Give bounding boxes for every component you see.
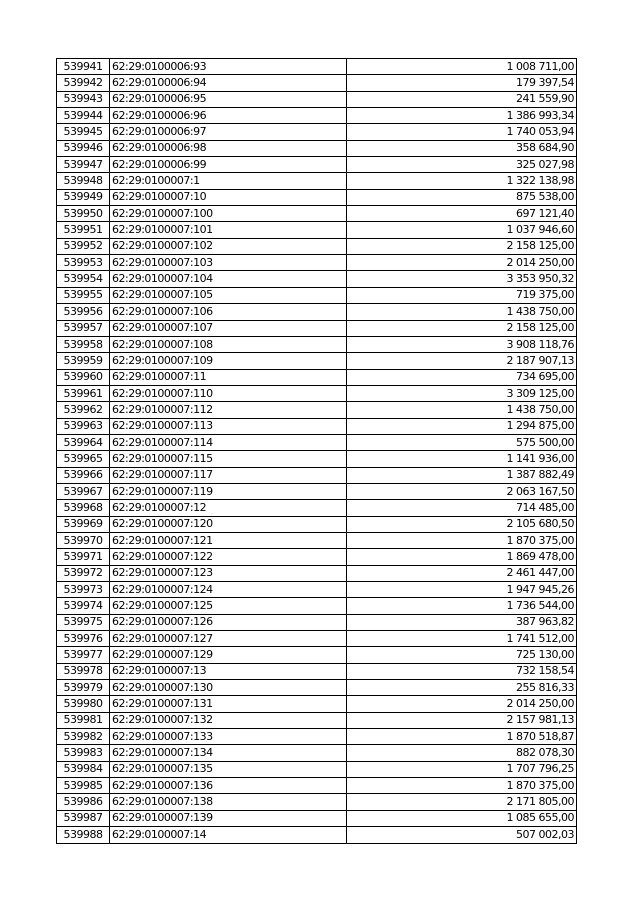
cadastral-value-cell: 358 684,90	[347, 140, 577, 156]
table-row	[57, 320, 577, 336]
row-id-cell: 539948	[57, 173, 110, 189]
cadastral-number-cell: 62:29:0100007:132	[110, 712, 347, 728]
cadastral-number-cell: 62:29:0100007:122	[110, 549, 347, 565]
cadastral-value-cell: 1 870 375,00	[347, 778, 577, 794]
cadastral-number-cell: 62:29:0100007:112	[110, 402, 347, 418]
cadastral-value-cell: 3 309 125,00	[347, 385, 577, 401]
table-row	[57, 532, 577, 548]
cadastral-number-cell: 62:29:0100007:113	[110, 418, 347, 434]
cadastral-number-cell: 62:29:0100007:104	[110, 271, 347, 287]
row-id-cell: 539969	[57, 516, 110, 532]
table-row	[57, 206, 577, 222]
table-row	[57, 761, 577, 777]
cadastral-value-cell: 2 014 250,00	[347, 255, 577, 271]
cadastral-number-cell: 62:29:0100007:12	[110, 500, 347, 516]
cadastral-number-cell: 62:29:0100007:105	[110, 287, 347, 303]
cadastral-value-cell: 387 963,82	[347, 614, 577, 630]
row-id-cell: 539956	[57, 304, 110, 320]
cadastral-value-cell: 875 538,00	[347, 189, 577, 205]
cadastral-number-cell: 62:29:0100007:129	[110, 647, 347, 663]
table-row	[57, 631, 577, 647]
table-row	[57, 353, 577, 369]
cadastral-value-cell: 714 485,00	[347, 500, 577, 516]
table-row	[57, 91, 577, 107]
table-row	[57, 418, 577, 434]
row-id-cell: 539979	[57, 680, 110, 696]
row-id-cell: 539968	[57, 500, 110, 516]
row-id-cell: 539957	[57, 320, 110, 336]
row-id-cell: 539944	[57, 108, 110, 124]
row-id-cell: 539965	[57, 451, 110, 467]
cadastral-number-cell: 62:29:0100007:120	[110, 516, 347, 532]
cadastral-number-cell: 62:29:0100007:14	[110, 827, 347, 843]
cadastral-value-cell: 882 078,30	[347, 745, 577, 761]
row-id-cell: 539967	[57, 483, 110, 499]
cadastral-value-cell: 2 105 680,50	[347, 516, 577, 532]
row-id-cell: 539974	[57, 598, 110, 614]
cadastral-number-cell: 62:29:0100007:100	[110, 206, 347, 222]
cadastral-value-cell: 2 157 981,13	[347, 712, 577, 728]
row-id-cell: 539953	[57, 255, 110, 271]
table-row	[57, 140, 577, 156]
table-row	[57, 745, 577, 761]
cadastral-value-cell: 1 294 875,00	[347, 418, 577, 434]
cadastral-value-cell: 1 707 796,25	[347, 761, 577, 777]
cadastral-number-cell: 62:29:0100007:117	[110, 467, 347, 483]
table-row	[57, 696, 577, 712]
row-id-cell: 539978	[57, 663, 110, 679]
cadastral-number-cell: 62:29:0100007:102	[110, 238, 347, 254]
table-row	[57, 483, 577, 499]
table-row	[57, 402, 577, 418]
cadastral-number-cell: 62:29:0100007:109	[110, 353, 347, 369]
cadastral-number-cell: 62:29:0100007:108	[110, 336, 347, 352]
cadastral-number-cell: 62:29:0100006:97	[110, 124, 347, 140]
table-row	[57, 59, 577, 75]
row-id-cell: 539988	[57, 827, 110, 843]
cadastral-value-cell: 1 322 138,98	[347, 173, 577, 189]
table-row	[57, 108, 577, 124]
table-row	[57, 434, 577, 450]
table-row	[57, 647, 577, 663]
table-row	[57, 729, 577, 745]
table-row	[57, 680, 577, 696]
row-id-cell: 539962	[57, 402, 110, 418]
row-id-cell: 539960	[57, 369, 110, 385]
row-id-cell: 539966	[57, 467, 110, 483]
row-id-cell: 539947	[57, 157, 110, 173]
cadastral-value-cell: 1 037 946,60	[347, 222, 577, 238]
row-id-cell: 539951	[57, 222, 110, 238]
cadastral-number-cell: 62:29:0100007:119	[110, 483, 347, 499]
table-row	[57, 255, 577, 271]
cadastral-number-cell: 62:29:0100006:98	[110, 140, 347, 156]
cadastral-number-cell: 62:29:0100006:95	[110, 91, 347, 107]
row-id-cell: 539955	[57, 287, 110, 303]
row-id-cell: 539973	[57, 582, 110, 598]
cadastral-value-cell: 2 014 250,00	[347, 696, 577, 712]
row-id-cell: 539941	[57, 59, 110, 75]
cadastral-value-table	[56, 58, 577, 844]
cadastral-value-cell: 2 063 167,50	[347, 483, 577, 499]
row-id-cell: 539972	[57, 565, 110, 581]
cadastral-value-cell: 732 158,54	[347, 663, 577, 679]
cadastral-value-cell: 2 158 125,00	[347, 320, 577, 336]
cadastral-number-cell: 62:29:0100007:130	[110, 680, 347, 696]
row-id-cell: 539977	[57, 647, 110, 663]
row-id-cell: 539982	[57, 729, 110, 745]
table-row	[57, 565, 577, 581]
table-row	[57, 549, 577, 565]
cadastral-number-cell: 62:29:0100007:126	[110, 614, 347, 630]
table-row	[57, 598, 577, 614]
cadastral-value-cell: 1 438 750,00	[347, 402, 577, 418]
cadastral-value-cell: 507 002,03	[347, 827, 577, 843]
table-row	[57, 124, 577, 140]
row-id-cell: 539963	[57, 418, 110, 434]
cadastral-value-cell: 1 386 993,34	[347, 108, 577, 124]
row-id-cell: 539950	[57, 206, 110, 222]
cadastral-number-cell: 62:29:0100006:93	[110, 59, 347, 75]
cadastral-value-cell: 1 741 512,00	[347, 631, 577, 647]
row-id-cell: 539976	[57, 631, 110, 647]
cadastral-number-cell: 62:29:0100007:115	[110, 451, 347, 467]
cadastral-number-cell: 62:29:0100007:133	[110, 729, 347, 745]
table-row	[57, 582, 577, 598]
table-body	[57, 59, 577, 844]
cadastral-number-cell: 62:29:0100007:124	[110, 582, 347, 598]
table-row	[57, 173, 577, 189]
cadastral-value-cell: 697 121,40	[347, 206, 577, 222]
cadastral-number-cell: 62:29:0100007:1	[110, 173, 347, 189]
table-row	[57, 238, 577, 254]
row-id-cell: 539946	[57, 140, 110, 156]
table-row	[57, 189, 577, 205]
table-row	[57, 222, 577, 238]
cadastral-number-cell: 62:29:0100007:139	[110, 810, 347, 826]
row-id-cell: 539987	[57, 810, 110, 826]
cadastral-value-cell: 725 130,00	[347, 647, 577, 663]
row-id-cell: 539970	[57, 532, 110, 548]
cadastral-number-cell: 62:29:0100007:114	[110, 434, 347, 450]
cadastral-value-cell: 2 171 805,00	[347, 794, 577, 810]
row-id-cell: 539971	[57, 549, 110, 565]
cadastral-value-cell: 241 559,90	[347, 91, 577, 107]
table-row	[57, 614, 577, 630]
cadastral-number-cell: 62:29:0100007:127	[110, 631, 347, 647]
table-row	[57, 827, 577, 843]
cadastral-number-cell: 62:29:0100007:135	[110, 761, 347, 777]
cadastral-number-cell: 62:29:0100006:99	[110, 157, 347, 173]
cadastral-number-cell: 62:29:0100007:10	[110, 189, 347, 205]
table-row	[57, 271, 577, 287]
row-id-cell: 539961	[57, 385, 110, 401]
cadastral-value-cell: 1 387 882,49	[347, 467, 577, 483]
cadastral-number-cell: 62:29:0100007:125	[110, 598, 347, 614]
row-id-cell: 539959	[57, 353, 110, 369]
table-row	[57, 500, 577, 516]
cadastral-value-cell: 1 870 375,00	[347, 532, 577, 548]
cadastral-value-cell: 575 500,00	[347, 434, 577, 450]
cadastral-value-cell: 1 736 544,00	[347, 598, 577, 614]
cadastral-value-cell: 1 438 750,00	[347, 304, 577, 320]
row-id-cell: 539983	[57, 745, 110, 761]
cadastral-number-cell: 62:29:0100007:103	[110, 255, 347, 271]
cadastral-value-cell: 1 008 711,00	[347, 59, 577, 75]
cadastral-value-cell: 3 353 950,32	[347, 271, 577, 287]
cadastral-value-cell: 719 375,00	[347, 287, 577, 303]
table-row	[57, 712, 577, 728]
row-id-cell: 539954	[57, 271, 110, 287]
table-row	[57, 810, 577, 826]
table-row	[57, 75, 577, 91]
cadastral-number-cell: 62:29:0100007:123	[110, 565, 347, 581]
cadastral-number-cell: 62:29:0100007:11	[110, 369, 347, 385]
table-row	[57, 778, 577, 794]
cadastral-number-cell: 62:29:0100007:131	[110, 696, 347, 712]
cadastral-number-cell: 62:29:0100007:107	[110, 320, 347, 336]
cadastral-number-cell: 62:29:0100007:134	[110, 745, 347, 761]
table-row	[57, 304, 577, 320]
row-id-cell: 539975	[57, 614, 110, 630]
table-row	[57, 516, 577, 532]
row-id-cell: 539980	[57, 696, 110, 712]
table-row	[57, 369, 577, 385]
cadastral-number-cell: 62:29:0100007:138	[110, 794, 347, 810]
row-id-cell: 539964	[57, 434, 110, 450]
cadastral-number-cell: 62:29:0100007:121	[110, 532, 347, 548]
row-id-cell: 539949	[57, 189, 110, 205]
cadastral-value-cell: 179 397,54	[347, 75, 577, 91]
row-id-cell: 539984	[57, 761, 110, 777]
table-row	[57, 451, 577, 467]
cadastral-number-cell: 62:29:0100007:13	[110, 663, 347, 679]
cadastral-number-cell: 62:29:0100007:101	[110, 222, 347, 238]
cadastral-value-cell: 1 740 053,94	[347, 124, 577, 140]
cadastral-number-cell: 62:29:0100006:96	[110, 108, 347, 124]
cadastral-value-cell: 1 869 478,00	[347, 549, 577, 565]
table-row	[57, 794, 577, 810]
cadastral-value-cell: 1 870 518,87	[347, 729, 577, 745]
table-row	[57, 385, 577, 401]
cadastral-value-cell: 3 908 118,76	[347, 336, 577, 352]
cadastral-number-cell: 62:29:0100007:110	[110, 385, 347, 401]
cadastral-value-cell: 1 141 936,00	[347, 451, 577, 467]
row-id-cell: 539981	[57, 712, 110, 728]
table-row	[57, 467, 577, 483]
cadastral-value-cell: 255 816,33	[347, 680, 577, 696]
cadastral-value-cell: 2 187 907,13	[347, 353, 577, 369]
cadastral-value-cell: 1 085 655,00	[347, 810, 577, 826]
row-id-cell: 539952	[57, 238, 110, 254]
cadastral-number-cell: 62:29:0100007:136	[110, 778, 347, 794]
row-id-cell: 539985	[57, 778, 110, 794]
cadastral-value-cell: 325 027,98	[347, 157, 577, 173]
table-row	[57, 157, 577, 173]
row-id-cell: 539958	[57, 336, 110, 352]
row-id-cell: 539945	[57, 124, 110, 140]
table-row	[57, 287, 577, 303]
table-row	[57, 663, 577, 679]
table-row	[57, 336, 577, 352]
cadastral-number-cell: 62:29:0100006:94	[110, 75, 347, 91]
cadastral-value-cell: 1 947 945,26	[347, 582, 577, 598]
cadastral-number-cell: 62:29:0100007:106	[110, 304, 347, 320]
row-id-cell: 539943	[57, 91, 110, 107]
cadastral-value-cell: 734 695,00	[347, 369, 577, 385]
row-id-cell: 539986	[57, 794, 110, 810]
cadastral-value-cell: 2 158 125,00	[347, 238, 577, 254]
row-id-cell: 539942	[57, 75, 110, 91]
cadastral-value-cell: 2 461 447,00	[347, 565, 577, 581]
